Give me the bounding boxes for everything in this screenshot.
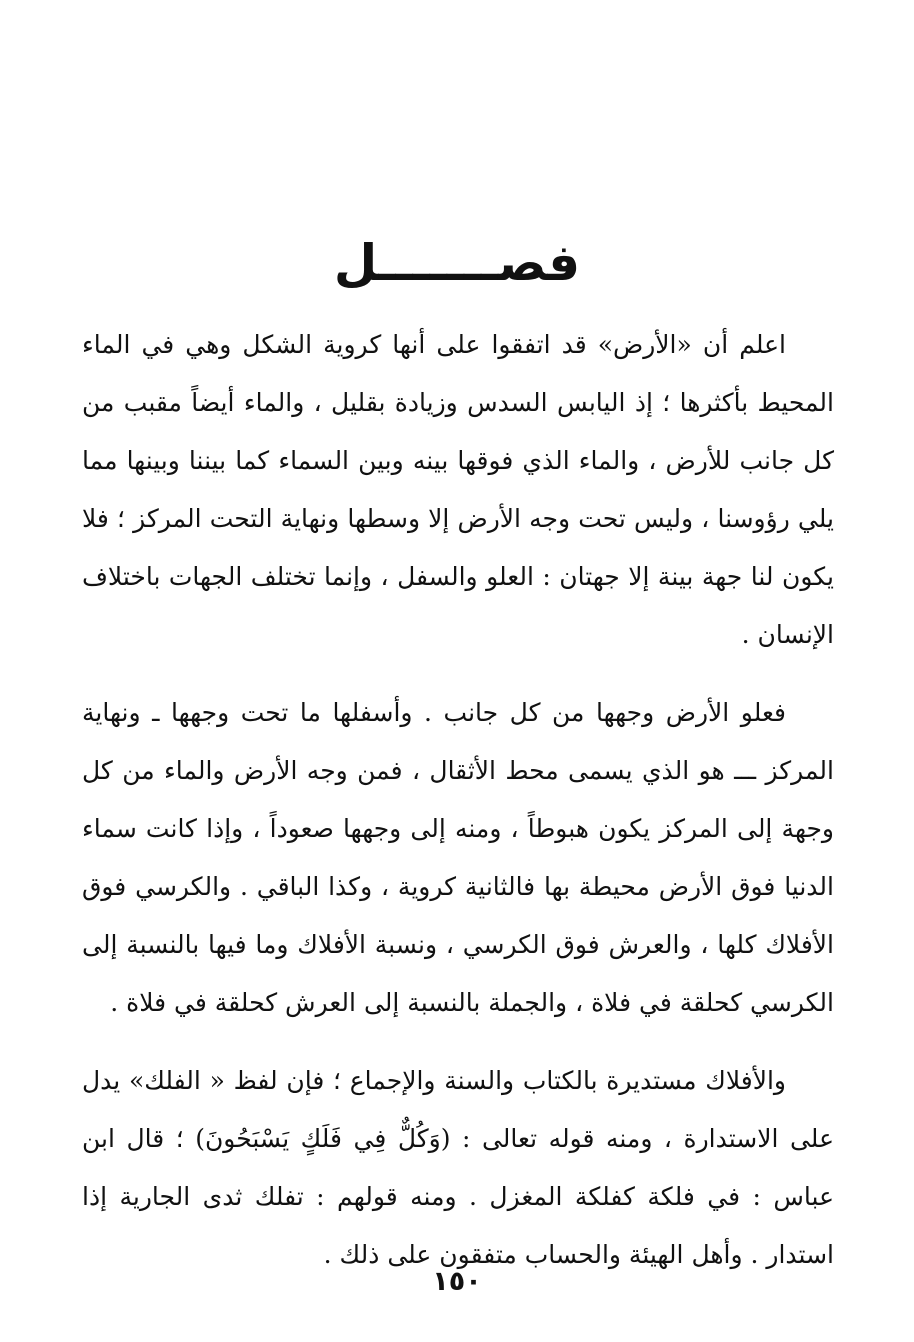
page-number: ١٥٠ xyxy=(432,1266,482,1297)
paragraph-3: والأفلاك مستديرة بالكتاب والسنة والإجماع ؛ فإن لفظ « الفلك» يدل على الاستدارة ، ومنه قوله تعالى : (وَكُلٌّ فِي فَلَكٍ يَسْبَحُونَ) ؛ قال ابن عباس : في فلكة كفلكة المغزل . ومنه قولهم : تفلك ثدى الجارية إذا استدار . وأهل الهيئة والحساب متفقون على ذلك . xyxy=(82,1066,834,1269)
section-heading: فصـــــــل xyxy=(333,234,581,292)
paragraph-1: اعلم أن «الأرض» قد اتفقوا على أنها كروية الشكل وهي في الماء المحيط بأكثرها ؛ إذ اليابس السدس وزيادة بقليل ، والماء أيضاً مقبب من كل جانب للأرض ، والماء الذي فوقها بينه وبين السماء كما بيننا وبينها مما يلي رؤوسنا ، وليس تحت وجه الأرض إلا وسطها ونهاية التحت المركز ؛ فلا يكون لنا جهة بينة إلا جهتان : العلو والسفل ، وإنما تختلف الجهات باختلاف الإنسان . xyxy=(82,330,834,649)
paragraph-2: فعلو الأرض وجهها من كل جانب . وأسفلها ما تحت وجهها ـ ونهاية المركز ـــ هو الذي يسمى محط الأثقال ، فمن وجه الأرض والماء من كل وجهة إلى المركز يكون هبوطاً ، ومنه إلى وجهها صعوداً ، وإذا كانت سماء الدنيا فوق الأرض محيطة بها فالثانية كروية ، وكذا الباقي . والكرسي فوق الأفلاك كلها ، والعرش فوق الكرسي ، ونسبة الأفلاك وما فيها بالنسبة إلى الكرسي كحلقة في فلاة ، والجملة بالنسبة إلى العرش كحلقة في فلاة . xyxy=(82,698,834,1017)
body-text xyxy=(82,316,834,1284)
